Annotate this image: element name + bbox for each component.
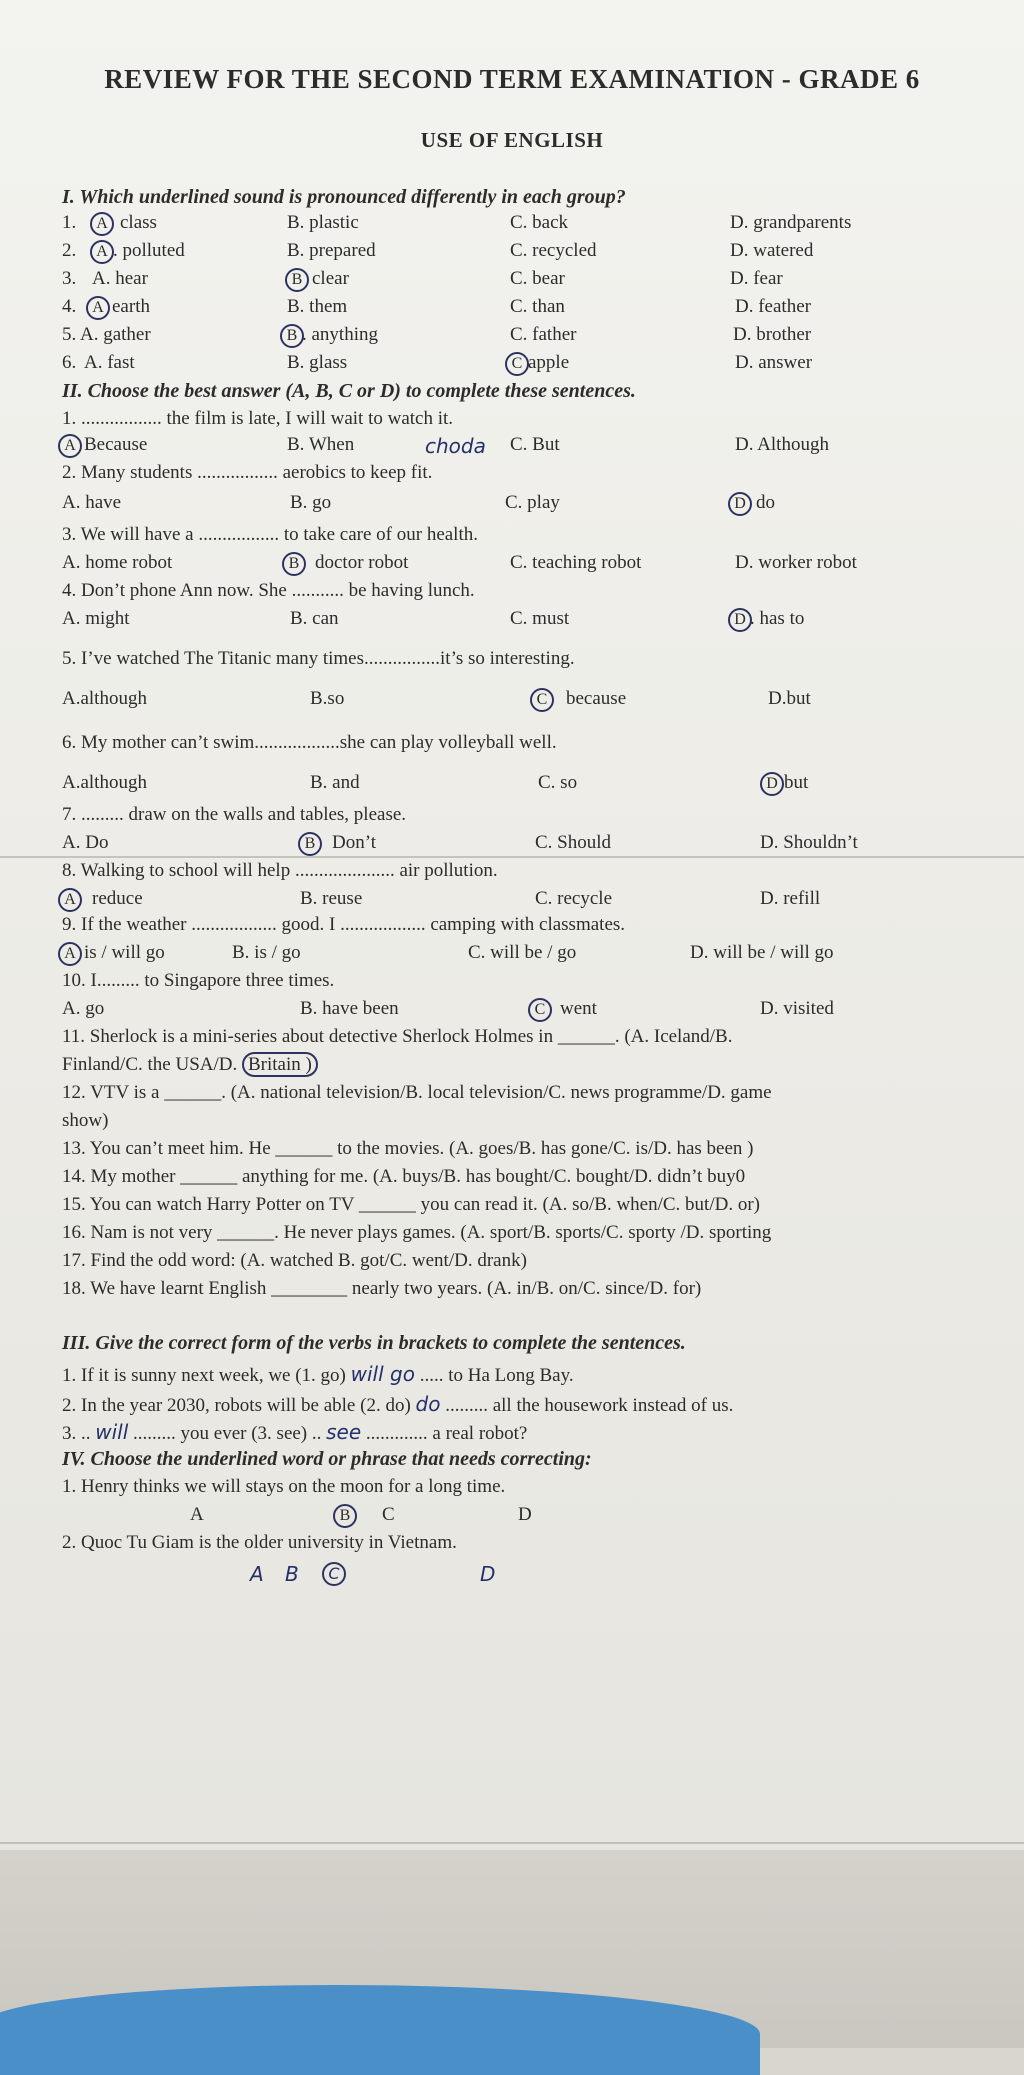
page-title: REVIEW FOR THE SECOND TERM EXAMINATION - GRADE 6	[104, 64, 920, 94]
page-subtitle: USE OF ENGLISH	[420, 128, 604, 152]
circled-answer-mark: A	[58, 942, 82, 966]
s2-question-8: 8. Walking to school will help ..................... air pollution.	[62, 860, 498, 881]
page-bottom-edge	[0, 1842, 1024, 1844]
s2-options-1: A Because B. When choda C. But D. Although	[0, 434, 1024, 462]
section-2-heading: II. Choose the best answer (A, B, C or D) to complete these sentences.	[62, 380, 636, 402]
section-1-heading: I. Which underlined sound is pronounced differently in each group?	[62, 186, 626, 208]
circled-answer-britain: Britain )	[242, 1052, 318, 1077]
s2-options-4: A. might B. can C. must D . has to	[0, 608, 1024, 636]
s2-question-3: 3. We will have a ................. to take care of our health.	[62, 524, 478, 545]
circled-answer-mark: B	[298, 832, 322, 856]
s2-question-1: 1. ................. the film is late, I will wait to watch it.	[62, 408, 454, 429]
circled-answer-mark: C	[528, 998, 552, 1022]
s4-question-1-letters: A B C D	[0, 1504, 1024, 1532]
s2-question-12-cont: show)	[62, 1110, 109, 1131]
s2-options-3: A. home robot B doctor robot C. teaching robot D. worker robot	[0, 552, 1024, 580]
s2-question-7: 7. ......... draw on the walls and tables, please.	[62, 804, 407, 825]
handwritten-answer: will	[95, 1420, 129, 1444]
circled-answer-mark: B	[333, 1504, 357, 1528]
s2-question-11: 11. Sherlock is a mini-series about detective Sherlock Holmes in ______. (A. Iceland/B.	[62, 1026, 733, 1047]
circled-answer-mark: B	[285, 268, 309, 292]
circled-answer-mark: C	[322, 1562, 346, 1586]
s4-question-2: 2. Quoc Tu Giam is the older university in Vietnam.	[62, 1532, 457, 1553]
handwritten-answer: see	[326, 1420, 362, 1444]
circled-answer-mark: C	[505, 352, 529, 376]
s3-line-3: 3. .. will ......... you ever (3. see) .. see ............. a real robot?	[62, 1420, 528, 1444]
s2-question-4: 4. Don’t phone Ann now. She ........... be having lunch.	[62, 580, 475, 601]
s2-question-15: 15. You can watch Harry Potter on TV ______ you can read it. (A. so/B. when/C. but/D. or)	[62, 1194, 760, 1215]
s2-options-6: A.although B. and C. so D but	[0, 772, 1024, 800]
circled-answer-mark: A	[90, 240, 114, 264]
s4-question-1: 1. Henry thinks we will stays on the moon for a long time.	[62, 1476, 506, 1497]
s1-row-3: 3. A. hear B clear C. bear D. fear	[0, 268, 1024, 296]
s1-row-6: 6. A. fast B. glass C apple D. answer	[0, 352, 1024, 380]
s1-row-2: 2. A . polluted B. prepared C. recycled D. watered	[0, 240, 1024, 268]
section-3-heading: III. Give the correct form of the verbs in brackets to complete the sentences.	[62, 1332, 686, 1354]
s2-options-7: A. Do B Don’t C. Should D. Shouldn’t	[0, 832, 1024, 860]
section-4-heading: IV. Choose the underlined word or phrase that needs correcting:	[62, 1448, 592, 1470]
s1-row-4: 4. A earth B. them C. than D. feather	[0, 296, 1024, 324]
s3-line-1: 1. If it is sunny next week, we (1. go) will go ..... to Ha Long Bay.	[62, 1362, 574, 1386]
s2-question-11-cont: Finland/C. the USA/D. Britain )	[62, 1054, 318, 1076]
s2-question-13: 13. You can’t meet him. He ______ to the movies. (A. goes/B. has gone/C. is/D. has been )	[62, 1138, 754, 1159]
circled-answer-mark: A	[58, 434, 82, 458]
paper-fold-line	[0, 856, 1024, 858]
circled-answer-mark: C	[530, 688, 554, 712]
s2-question-10: 10. I......... to Singapore three times.	[62, 970, 335, 991]
s2-question-18: 18. We have learnt English ________ nearly two years. (A. in/B. on/C. since/D. for)	[62, 1278, 702, 1299]
s4-question-2-letters: A B C D	[250, 1562, 496, 1586]
s1-row-1: 1. A class B. plastic C. back D. grandparents	[0, 212, 1024, 240]
circled-answer-mark: B	[280, 324, 304, 348]
circled-answer-mark: D	[728, 608, 752, 632]
handwritten-answer: do	[415, 1392, 441, 1416]
circled-answer-mark: D	[760, 772, 784, 796]
circled-answer-mark: B	[282, 552, 306, 576]
s2-options-5: A.although B.so C because D.but	[0, 688, 1024, 716]
s2-question-12: 12. VTV is a ______. (A. national television/B. local television/C. news programme/D. game	[62, 1082, 772, 1103]
s1-row-5: 5. A. gather B . anything C. father D. brother	[0, 324, 1024, 352]
circled-answer-mark: D	[728, 492, 752, 516]
circled-answer-mark: A	[86, 296, 110, 320]
s2-question-2: 2. Many students ................. aerobics to keep fit.	[62, 462, 433, 483]
s2-question-5: 5. I’ve watched The Titanic many times................it’s so interesting.	[62, 648, 575, 669]
s2-question-14: 14. My mother ______ anything for me. (A. buys/B. has bought/C. bought/D. didn’t buy0	[62, 1166, 746, 1187]
s3-line-2: 2. In the year 2030, robots will be able (2. do) do ......... all the housework instead of us.	[62, 1392, 734, 1416]
handwritten-note: choda	[425, 434, 486, 458]
s2-options-10: A. go B. have been C went D. visited	[0, 998, 1024, 1026]
s2-question-9: 9. If the weather .................. good. I .................. camping with classmates.	[62, 914, 626, 935]
s2-question-6: 6. My mother can’t swim..................she can play volleyball well.	[62, 732, 557, 753]
circled-answer-mark: A	[90, 212, 114, 236]
s2-options-9: A is / will go B. is / go C. will be / go D. will be / will go	[0, 942, 1024, 970]
s2-options-8: A reduce B. reuse C. recycle D. refill	[0, 888, 1024, 916]
s2-options-2: A. have B. go C. play D do	[0, 492, 1024, 520]
handwritten-answer: will go	[350, 1362, 415, 1386]
s2-question-17: 17. Find the odd word: (A. watched B. got/C. went/D. drank)	[62, 1250, 527, 1271]
s2-question-16: 16. Nam is not very ______. He never plays games. (A. sport/B. sports/C. sporty /D. sporting	[62, 1222, 772, 1243]
circled-answer-mark: A	[58, 888, 82, 912]
